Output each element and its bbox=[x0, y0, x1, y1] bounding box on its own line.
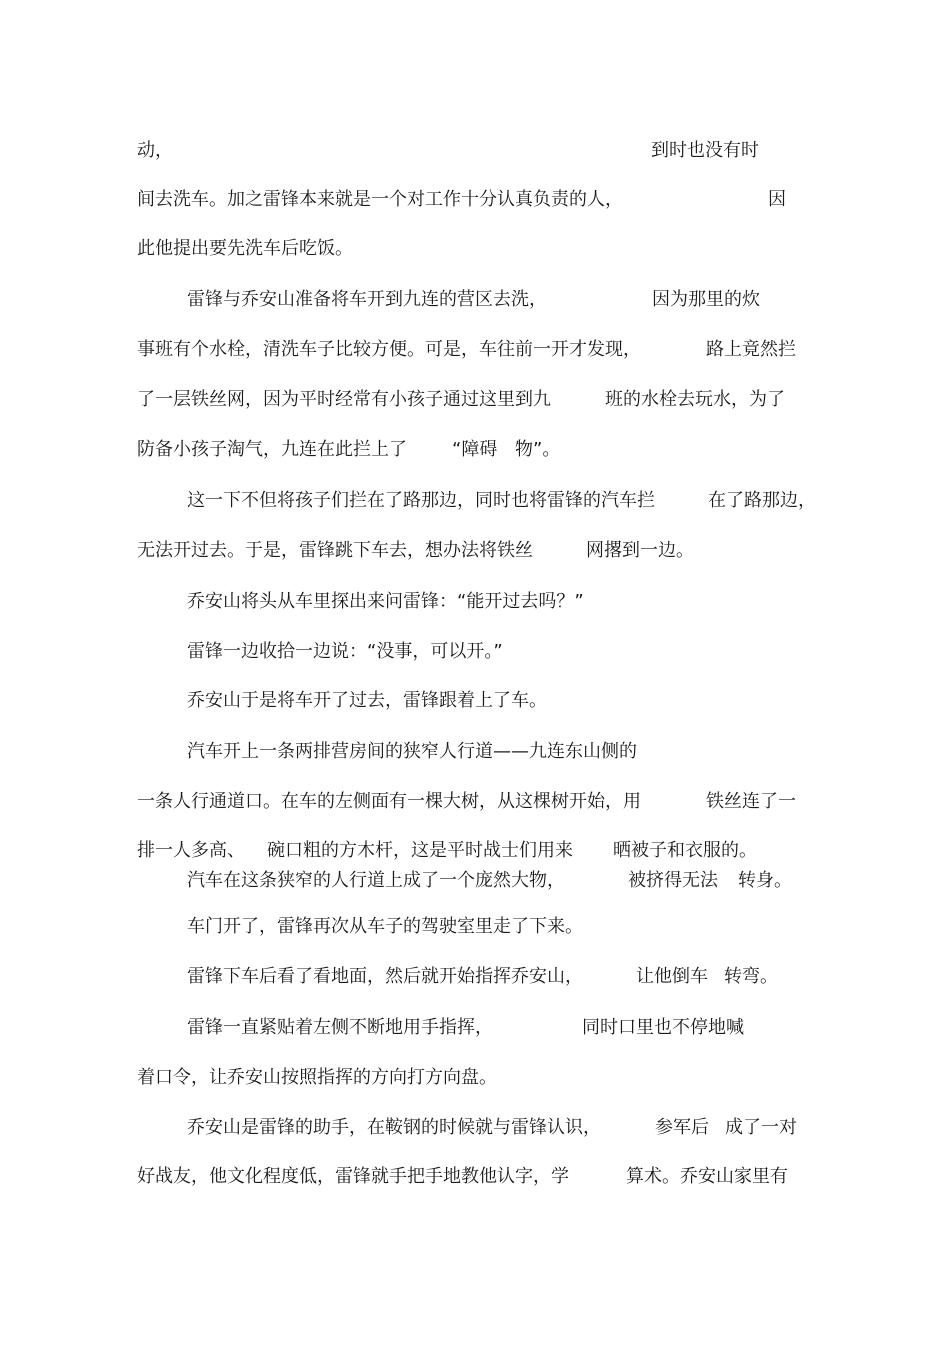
text-segment: 参军后 bbox=[655, 1117, 709, 1138]
text-segment: 转身。 bbox=[738, 870, 792, 891]
text-line bbox=[0, 486, 950, 516]
text-line bbox=[0, 234, 950, 264]
text-segment: 被挤得无法 bbox=[628, 870, 718, 891]
text-segment: “障碍 bbox=[452, 439, 498, 460]
text-line bbox=[0, 1162, 950, 1192]
text-line bbox=[0, 335, 950, 365]
text-segment: 好战友，他文化程度低，雷锋就手把手地教他认字，学 bbox=[137, 1166, 569, 1187]
text-segment: 汽车开上一条两排营房间的狭窄人行道——九连东山侧的 bbox=[187, 741, 637, 762]
text-segment: 到时也没有时 bbox=[651, 140, 759, 161]
text-segment: 转弯。 bbox=[724, 966, 778, 987]
text-line bbox=[0, 136, 950, 166]
text-segment: 这一下不但将孩子们拦在了路那边，同时也将雷锋的汽车拦 bbox=[187, 490, 655, 511]
text-segment: 乔安山于是将车开了过去，雷锋跟着上了车。 bbox=[187, 690, 547, 711]
text-segment: 车门开了，雷锋再次从车子的驾驶室里走了下来。 bbox=[187, 916, 583, 937]
text-line bbox=[0, 962, 950, 992]
text-segment: 因为那里的炊 bbox=[652, 289, 760, 310]
text-line bbox=[0, 1063, 950, 1093]
text-segment: 晒被子和衣服的。 bbox=[613, 840, 757, 861]
text-segment: 在了路那边， bbox=[708, 490, 816, 511]
text-line bbox=[0, 912, 950, 942]
text-line bbox=[0, 285, 950, 315]
text-line bbox=[0, 1013, 950, 1043]
text-segment: 此他提出要先洗车后吃饭。 bbox=[137, 238, 353, 259]
text-segment: 成了一对 bbox=[725, 1117, 797, 1138]
text-line bbox=[0, 587, 950, 617]
text-line bbox=[0, 737, 950, 767]
text-segment: 同时口里也不停地喊 bbox=[582, 1017, 744, 1038]
text-segment: 了一层铁丝网，因为平时经常有小孩子通过这里到九 bbox=[137, 389, 551, 410]
text-segment: 间去洗车。加之雷锋本来就是一个对工作十分认真负责的人， bbox=[137, 189, 623, 210]
text-segment: 铁丝连了一 bbox=[706, 791, 796, 812]
text-segment: 路上竟然拦 bbox=[706, 339, 796, 360]
text-segment: 着口令，让乔安山按照指挥的方向打方向盘。 bbox=[137, 1067, 497, 1088]
text-segment: 汽车在这条狭窄的人行道上成了一个庞然大物， bbox=[187, 870, 565, 891]
text-line bbox=[0, 866, 950, 896]
text-line bbox=[0, 435, 950, 465]
text-segment: 无法开过去。于是，雷锋跳下车去，想办法将铁丝 bbox=[137, 540, 533, 561]
text-segment: 防备小孩子淘气，九连在此拦上了 bbox=[137, 439, 407, 460]
text-segment: 碗口粗的方木杆，这是平时战士们用来 bbox=[267, 840, 573, 861]
text-line bbox=[0, 836, 950, 866]
text-segment: 事班有个水栓，清洗车子比较方便。可是，车往前一开才发现， bbox=[137, 339, 641, 360]
text-segment: 一条人行通道口。在车的左侧面有一棵大树，从这棵树开始，用 bbox=[137, 791, 641, 812]
text-segment: 雷锋下车后看了看地面，然后就开始指挥乔安山， bbox=[187, 966, 583, 987]
text-segment: 雷锋一边收拾一边说：“没事，可以开。” bbox=[187, 641, 503, 662]
text-segment: 物”。 bbox=[515, 439, 561, 460]
text-segment: 雷锋一直紧贴着左侧不断地用手指挥， bbox=[187, 1017, 493, 1038]
text-line bbox=[0, 1113, 950, 1143]
text-segment: 雷锋与乔安山准备将车开到九连的营区去洗， bbox=[187, 289, 547, 310]
text-line bbox=[0, 536, 950, 566]
text-segment: 排一人多高、 bbox=[137, 840, 245, 861]
text-line bbox=[0, 385, 950, 415]
text-segment: 乔安山是雷锋的助手，在鞍钢的时候就与雷锋认识， bbox=[187, 1117, 601, 1138]
text-segment: 动， bbox=[137, 140, 173, 161]
text-line bbox=[0, 787, 950, 817]
text-line bbox=[0, 686, 950, 716]
text-line bbox=[0, 637, 950, 667]
text-segment: 班的水栓去玩水，为了 bbox=[605, 389, 785, 410]
text-segment: 乔安山将头从车里探出来问雷锋：“能开过去吗？” bbox=[187, 591, 584, 612]
text-segment: 算术。乔安山家里有 bbox=[626, 1166, 788, 1187]
text-segment: 让他倒车 bbox=[636, 966, 708, 987]
text-segment: 因 bbox=[768, 189, 786, 210]
text-segment: 网撂到一边。 bbox=[586, 540, 694, 561]
text-line bbox=[0, 185, 950, 215]
